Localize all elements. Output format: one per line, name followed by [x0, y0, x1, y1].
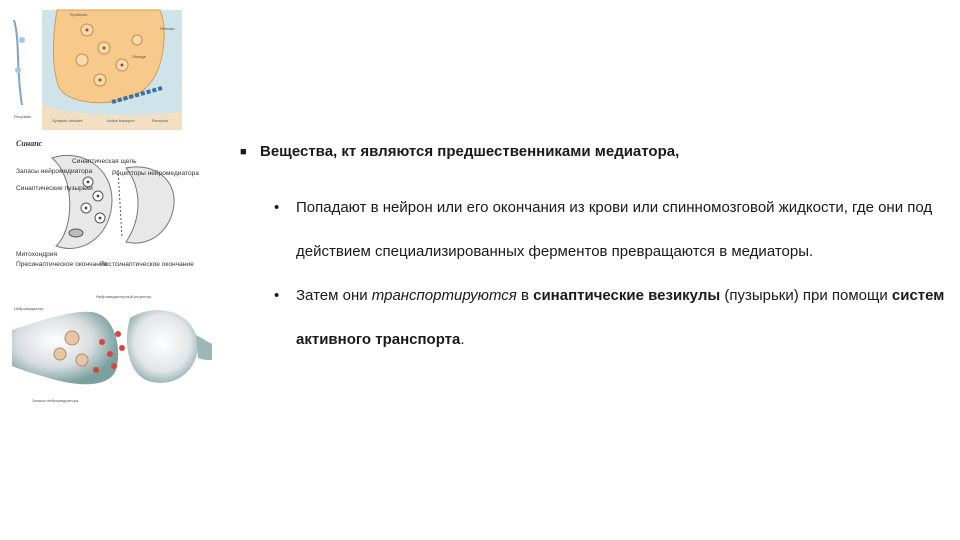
- synapse-terminal-illustration: [12, 10, 182, 130]
- bullet-1-text: Попадают в нейрон или его окончания из крови или спинномозговой жидкости, где они под действием специализированных ферментов превращаются в медиаторы.: [296, 199, 933, 260]
- heading-text: Вещества, кт являются предшественниками медиатора,: [260, 143, 680, 160]
- svg-text:Release: Release: [160, 26, 175, 31]
- bullet-2-text-part: Затем они: [296, 287, 372, 304]
- bullet-item-2: [238, 274, 950, 362]
- heading-bullet: [238, 140, 950, 164]
- synapse-schematic-illustration: [12, 138, 199, 278]
- svg-text:Synaptic vesicles: Synaptic vesicles: [52, 118, 83, 123]
- label-pre: Пресинаптическое окончание: [16, 261, 108, 268]
- square-bullet-icon: ■: [240, 146, 247, 158]
- label-receptors: Рецепторы нейромедиатора: [112, 170, 199, 177]
- bullet-2-bold-vesicles: синаптические везикулы: [533, 287, 721, 304]
- synapse-3d-illustration: [12, 290, 212, 410]
- bullet-2-text-part: в: [516, 287, 534, 304]
- svg-text:Reuptake: Reuptake: [14, 114, 32, 119]
- label-stores: Запасы нейромедиатора: [16, 168, 93, 175]
- synapse-caption: Синапс: [16, 139, 43, 148]
- round-bullet-icon: •: [274, 199, 280, 216]
- label-receptor-3d: Нейромедиаторный рецептор: [96, 294, 152, 299]
- label-post: Постсинаптическое окончание: [100, 261, 194, 268]
- bullet-item-1: [238, 186, 950, 274]
- bullet-2-text-part: (пузырьки) при помощи: [720, 287, 892, 304]
- svg-text:Receptor: Receptor: [152, 118, 169, 123]
- label-mediator: Нейромедиатор: [14, 306, 44, 311]
- bullet-2-bold-transport-systems: систем активного транспорта: [296, 287, 945, 348]
- label-cleft: Синаптическая щель: [72, 158, 137, 165]
- bullet-2-text-part: .: [460, 331, 465, 348]
- svg-text:Active transport: Active transport: [107, 118, 135, 123]
- bullet-2-italic-transport: транспортируются: [371, 287, 517, 304]
- label-mito: Митохондрия: [16, 251, 58, 258]
- round-bullet-icon: •: [274, 287, 280, 304]
- svg-text:Storage: Storage: [132, 54, 147, 59]
- label-stores-3d: Запасы нейромедиатора: [32, 398, 79, 403]
- slide-text: [238, 140, 950, 362]
- svg-text:Synthesis: Synthesis: [70, 12, 88, 17]
- label-vesicles: Синаптические пузырьки: [16, 185, 93, 192]
